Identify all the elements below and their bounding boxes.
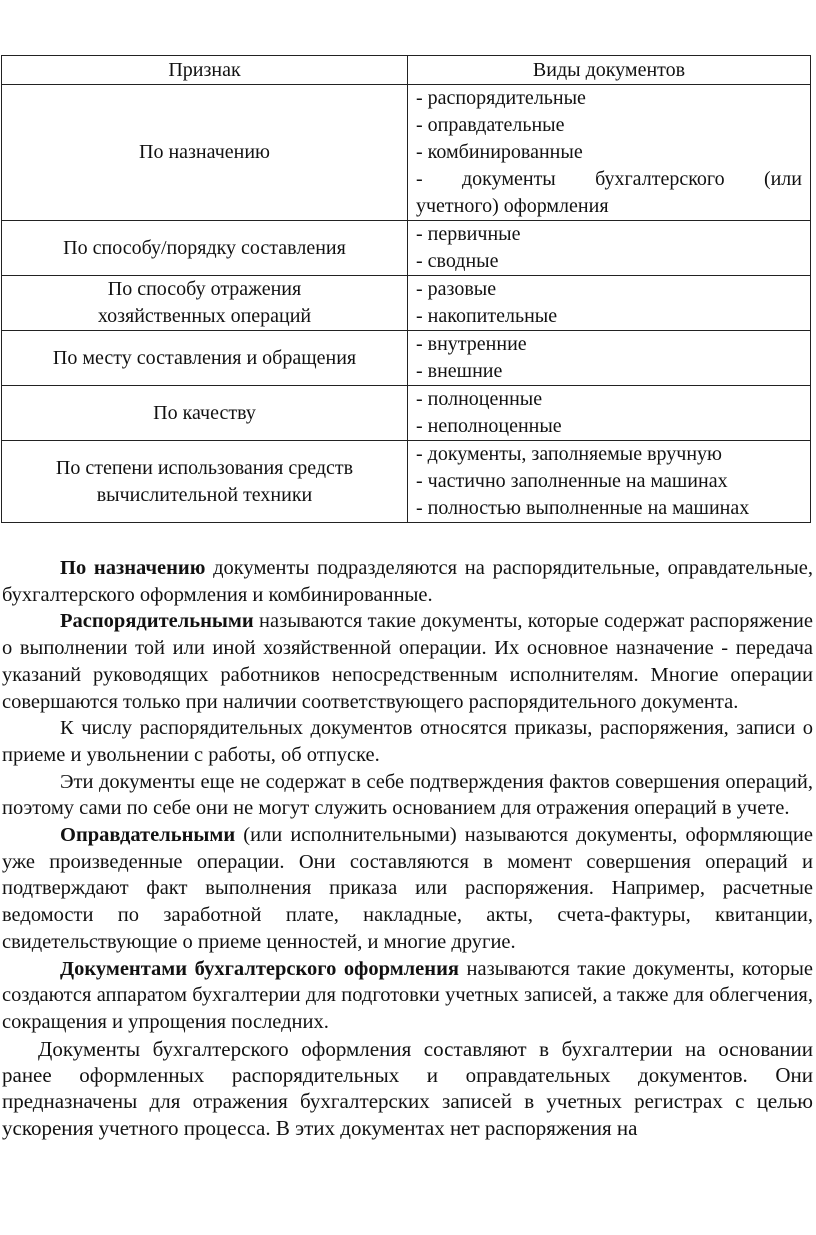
feature-cell: По качеству <box>2 386 408 441</box>
paragraph-text: документы подразделяются на распорядительные, оправдательные, бухгалтерского оформления и комбинированные. <box>2 557 813 606</box>
type-item: учетного) оформления <box>416 195 609 217</box>
type-item: - оправдательные <box>416 114 565 136</box>
term: По назначению <box>60 557 206 579</box>
types-cell <box>408 221 811 276</box>
feature-cell: По способу/порядку составления <box>2 221 408 276</box>
body-text <box>2 555 813 1141</box>
paragraph <box>2 715 813 768</box>
feature-cell <box>2 276 408 331</box>
paragraph <box>2 769 813 822</box>
types-cell <box>408 386 811 441</box>
type-item: - внешние <box>416 360 503 382</box>
header-feature: Признак <box>2 56 408 85</box>
type-item: - сводные <box>416 250 499 272</box>
type-item: - разовые <box>416 278 497 300</box>
term: Распорядительными <box>60 610 254 633</box>
feature-line: По степени использования средств <box>55 456 354 479</box>
feature-cell: По месту составления и обращения <box>2 331 408 386</box>
type-item: - документы бухгалтерского (или <box>416 168 802 190</box>
paragraph <box>2 555 813 608</box>
feature-line: хозяйственных операций <box>97 305 312 327</box>
table-row <box>2 221 811 276</box>
paragraph <box>2 608 813 715</box>
type-item: - полноценные <box>416 388 543 410</box>
type-item: - накопительные <box>416 305 558 327</box>
type-item: - полностью выполненные на машинах <box>416 497 750 519</box>
last-paragraph-block <box>2 1036 813 1141</box>
types-cell <box>408 276 811 331</box>
type-item: - распорядительные <box>416 87 586 109</box>
type-item: - первичные <box>416 223 521 245</box>
types-cell <box>408 441 811 523</box>
paragraph-text: Эти документы еще не содержат в себе подтверждения фактов совершения операций, поэтому сами по себе они не могут служить основанием для отражения операций в учете. <box>2 770 813 820</box>
paragraph: Документы бухгалтерского оформления составляют в бухгалтерии на основании ранее оформленных распорядительных и оправдательных документов. Они предназначены для отражения бухгалтерских записей в учетных регистрах с целью ускорения учетного процесса. В этих документах нет распоряжения на <box>2 1036 813 1140</box>
document-types-table <box>1 55 811 523</box>
table-row <box>2 441 811 523</box>
paragraph-text: К числу распорядительных документов относятся приказы, распоряжения, записи о приеме и увольнении с работы, об отпуске. <box>2 717 813 766</box>
table-row <box>2 331 811 386</box>
type-item: - документы, заполняемые вручную <box>416 443 722 465</box>
table-row <box>2 85 811 221</box>
feature-cell <box>2 441 408 523</box>
table-row <box>2 386 811 441</box>
feature-line: По способу отражения <box>107 278 302 300</box>
types-cell <box>408 85 811 221</box>
feature-line: вычислительной техники <box>96 483 313 506</box>
paragraph-text: (или исполнительными) называются документы, оформляющие уже произведенные операции. Они составляются в момент совершения операций и подтверждают факт выполнения приказа или распоряжения. Например, расчетные ведомости по заработной плате, накладные, акты, счета-фактуры, квитанции, свидетельствующие о приеме ценностей, и многие другие. <box>2 824 813 953</box>
paragraph <box>2 956 813 1036</box>
term: Оправдательными <box>60 824 236 847</box>
table-header-row <box>2 56 811 85</box>
header-document-types: Виды документов <box>408 56 811 85</box>
types-cell <box>408 331 811 386</box>
type-item: - комбинированные <box>416 141 583 163</box>
term: Документами бухгалтерского оформления <box>60 957 459 980</box>
feature-cell: По назначению <box>2 85 408 221</box>
type-item: - неполноценные <box>416 415 562 437</box>
type-item: - внутренние <box>416 333 527 355</box>
paragraph-text: называются такие документы, которые содержат распоряжение о выполнении той или иной хозяйственной операции. Их основное назначение - передача указаний руководящих работников непосредственным исполнителям. Многие операции совершаются только при наличии соответствующего распорядительного документа. <box>2 610 813 713</box>
type-item: - частично заполненные на машинах <box>416 470 728 492</box>
table-row <box>2 276 811 331</box>
paragraph-text: называются такие документы, которые создаются аппаратом бухгалтерии для подготовки учетных записей, а также для облегчения, сокращения и упрощения последних. <box>2 957 813 1033</box>
paragraph <box>2 822 813 956</box>
